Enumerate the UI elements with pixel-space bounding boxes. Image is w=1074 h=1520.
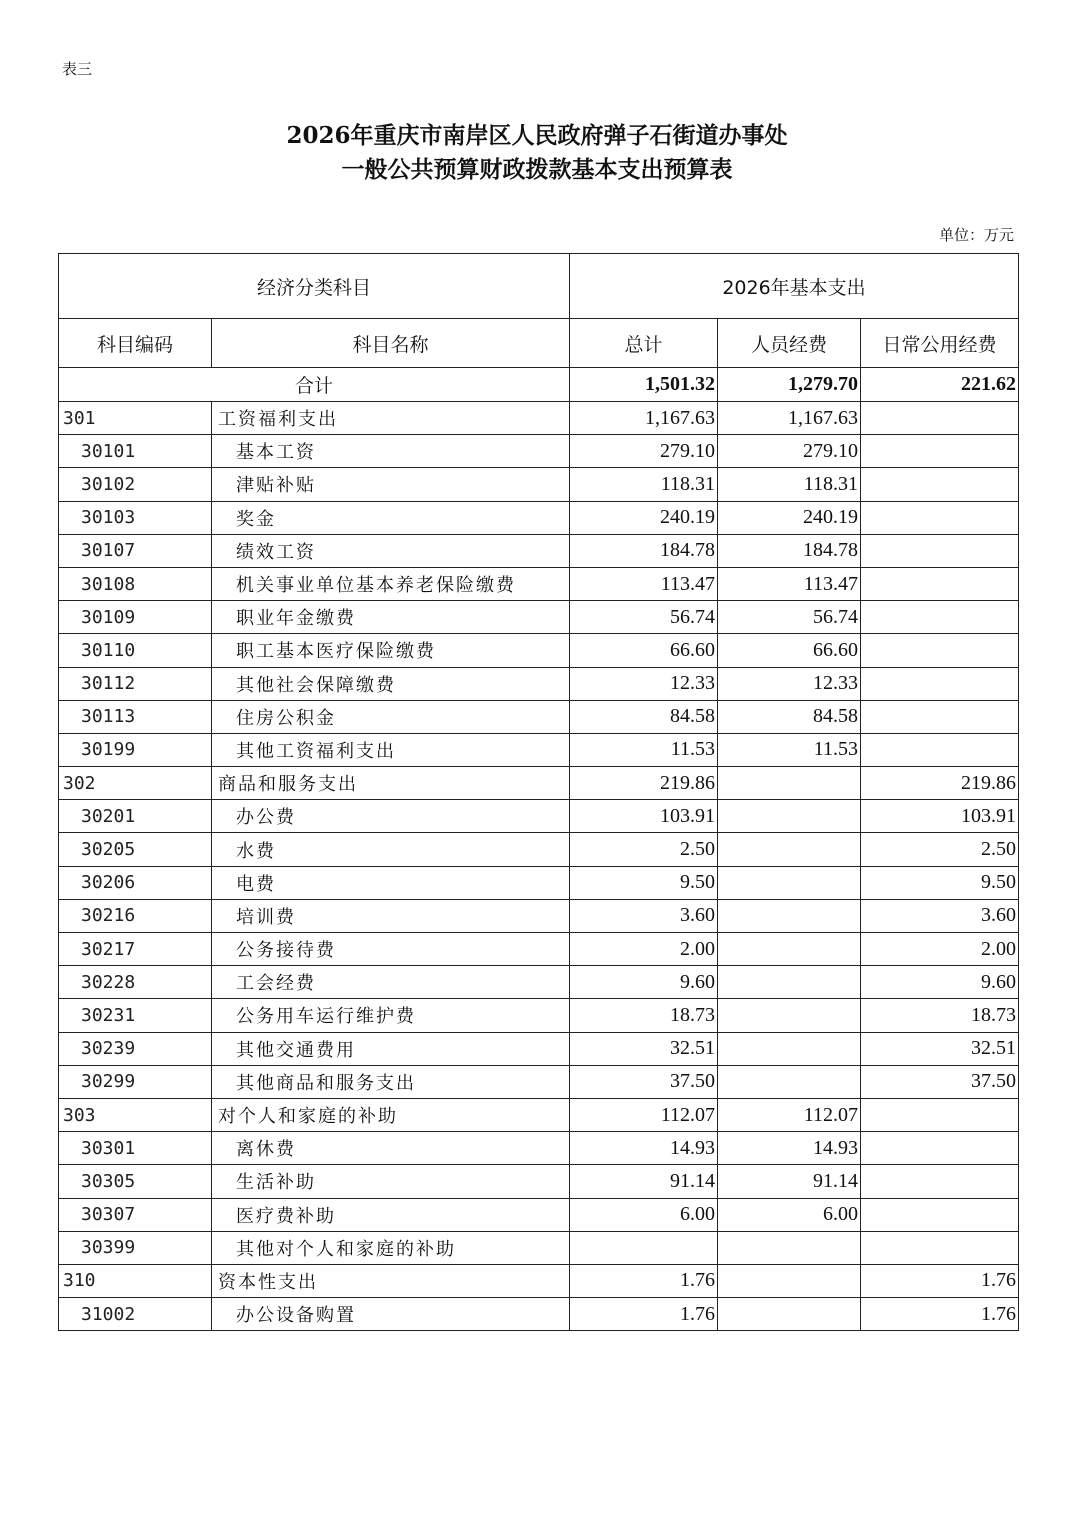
row-personnel: 279.10: [718, 435, 861, 468]
header-public: 日常公用经费: [861, 319, 1019, 368]
budget-table: [58, 253, 1019, 1331]
table-row: [59, 700, 1019, 733]
table-row: [59, 800, 1019, 833]
row-total: 37.50: [570, 1065, 718, 1098]
row-personnel: [718, 1231, 861, 1264]
row-public: [861, 1165, 1019, 1198]
total-row: [59, 368, 1019, 402]
row-code: 30110: [59, 634, 212, 667]
table-number-label: 表三: [62, 60, 93, 78]
row-name: 其他工资福利支出: [212, 733, 570, 766]
row-personnel: 112.07: [718, 1098, 861, 1131]
row-public: [861, 634, 1019, 667]
row-code: 30301: [59, 1132, 212, 1165]
total-public: 221.62: [861, 368, 1019, 402]
row-personnel: [718, 866, 861, 899]
row-name: 工资福利支出: [212, 402, 570, 435]
row-public: 2.50: [861, 833, 1019, 866]
row-personnel: [718, 1032, 861, 1065]
row-name: 奖金: [212, 501, 570, 534]
row-code: 302: [59, 767, 212, 800]
row-total: 12.33: [570, 667, 718, 700]
row-total: 2.50: [570, 833, 718, 866]
row-name: 公务用车运行维护费: [212, 999, 570, 1032]
row-personnel: [718, 767, 861, 800]
row-public: 18.73: [861, 999, 1019, 1032]
row-personnel: 1,167.63: [718, 402, 861, 435]
table-row: [59, 767, 1019, 800]
row-total: 14.93: [570, 1132, 718, 1165]
row-personnel: 240.19: [718, 501, 861, 534]
row-name: 其他社会保障缴费: [212, 667, 570, 700]
row-public: [861, 1132, 1019, 1165]
table-row: [59, 534, 1019, 567]
row-public: [861, 402, 1019, 435]
row-total: 11.53: [570, 733, 718, 766]
row-public: [861, 435, 1019, 468]
row-public: 32.51: [861, 1032, 1019, 1065]
table-row: [59, 634, 1019, 667]
table-row: [59, 1098, 1019, 1131]
row-code: 30231: [59, 999, 212, 1032]
row-total: 279.10: [570, 435, 718, 468]
row-code: 30228: [59, 966, 212, 999]
row-total: 219.86: [570, 767, 718, 800]
row-personnel: 66.60: [718, 634, 861, 667]
row-code: 30239: [59, 1032, 212, 1065]
header-personnel: 人员经费: [718, 319, 861, 368]
row-public: 9.50: [861, 866, 1019, 899]
row-public: [861, 468, 1019, 501]
row-name: 公务接待费: [212, 933, 570, 966]
table-row: [59, 1032, 1019, 1065]
row-personnel: 118.31: [718, 468, 861, 501]
table-row: [59, 999, 1019, 1032]
row-total: 32.51: [570, 1032, 718, 1065]
row-name: 机关事业单位基本养老保险缴费: [212, 567, 570, 600]
row-code: 30216: [59, 899, 212, 932]
row-personnel: [718, 933, 861, 966]
row-code: 30102: [59, 468, 212, 501]
table-row: [59, 866, 1019, 899]
row-name: 办公设备购置: [212, 1298, 570, 1331]
row-personnel: 56.74: [718, 601, 861, 634]
row-name: 绩效工资: [212, 534, 570, 567]
table-row: [59, 1231, 1019, 1264]
row-total: 184.78: [570, 534, 718, 567]
table-row: [59, 601, 1019, 634]
header-group-row: [59, 254, 1019, 319]
row-public: [861, 601, 1019, 634]
row-name: 其他对个人和家庭的补助: [212, 1231, 570, 1264]
row-personnel: [718, 1264, 861, 1297]
table-row: [59, 435, 1019, 468]
row-name: 津贴补贴: [212, 468, 570, 501]
header-name: 科目名称: [212, 319, 570, 368]
row-total: 91.14: [570, 1165, 718, 1198]
table-row: [59, 966, 1019, 999]
table-row: [59, 933, 1019, 966]
row-name: 电费: [212, 866, 570, 899]
row-name: 职工基本医疗保险缴费: [212, 634, 570, 667]
row-public: 2.00: [861, 933, 1019, 966]
row-total: 2.00: [570, 933, 718, 966]
row-total: 118.31: [570, 468, 718, 501]
table-row: [59, 833, 1019, 866]
row-personnel: 184.78: [718, 534, 861, 567]
row-code: 30299: [59, 1065, 212, 1098]
row-code: 30399: [59, 1231, 212, 1264]
row-code: 30217: [59, 933, 212, 966]
row-name: 工会经费: [212, 966, 570, 999]
row-personnel: 113.47: [718, 567, 861, 600]
row-public: [861, 1098, 1019, 1131]
row-name: 医疗费补助: [212, 1198, 570, 1231]
total-personnel: 1,279.70: [718, 368, 861, 402]
row-name: 水费: [212, 833, 570, 866]
row-public: 9.60: [861, 966, 1019, 999]
row-personnel: [718, 999, 861, 1032]
table-row: [59, 1298, 1019, 1331]
row-personnel: [718, 966, 861, 999]
row-total: 56.74: [570, 601, 718, 634]
row-total: 9.60: [570, 966, 718, 999]
row-personnel: 91.14: [718, 1165, 861, 1198]
page-title: 2026年重庆市南岸区人民政府弹子石街道办事处: [286, 122, 788, 149]
table-row: [59, 1165, 1019, 1198]
row-public: [861, 1231, 1019, 1264]
row-public: 3.60: [861, 899, 1019, 932]
row-code: 30109: [59, 601, 212, 634]
row-personnel: 84.58: [718, 700, 861, 733]
row-name: 资本性支出: [212, 1264, 570, 1297]
table-row: [59, 501, 1019, 534]
row-total: [570, 1231, 718, 1264]
table-row: [59, 1198, 1019, 1231]
row-name: 商品和服务支出: [212, 767, 570, 800]
row-code: 30101: [59, 435, 212, 468]
total-label: 合计: [59, 368, 570, 402]
row-name: 其他商品和服务支出: [212, 1065, 570, 1098]
table-row: [59, 1065, 1019, 1098]
table-row: [59, 667, 1019, 700]
row-name: 职业年金缴费: [212, 601, 570, 634]
row-personnel: [718, 899, 861, 932]
row-personnel: [718, 1065, 861, 1098]
row-code: 30113: [59, 700, 212, 733]
row-code: 30206: [59, 866, 212, 899]
row-code: 30112: [59, 667, 212, 700]
row-personnel: [718, 833, 861, 866]
header-basic-expenditure: 2026年基本支出: [570, 254, 1019, 319]
row-total: 103.91: [570, 800, 718, 833]
row-name: 住房公积金: [212, 700, 570, 733]
row-public: [861, 667, 1019, 700]
row-public: 1.76: [861, 1264, 1019, 1297]
row-name: 离休费: [212, 1132, 570, 1165]
page-subtitle: 一般公共预算财政拨款基本支出预算表: [341, 156, 733, 183]
row-code: 303: [59, 1098, 212, 1131]
total-total: 1,501.32: [570, 368, 718, 402]
row-total: 112.07: [570, 1098, 718, 1131]
row-public: [861, 1198, 1019, 1231]
row-total: 9.50: [570, 866, 718, 899]
row-public: 103.91: [861, 800, 1019, 833]
row-personnel: [718, 1298, 861, 1331]
row-code: 30307: [59, 1198, 212, 1231]
header-economic-category: 经济分类科目: [59, 254, 570, 319]
row-name: 办公费: [212, 800, 570, 833]
row-name: 生活补助: [212, 1165, 570, 1198]
row-total: 1.76: [570, 1298, 718, 1331]
row-public: [861, 567, 1019, 600]
row-personnel: [718, 800, 861, 833]
table-row: [59, 402, 1019, 435]
row-name: 基本工资: [212, 435, 570, 468]
row-public: [861, 534, 1019, 567]
header-column-row: [59, 319, 1019, 368]
row-code: 30199: [59, 733, 212, 766]
unit-label: 单位：万元: [938, 226, 1014, 244]
row-name: 其他交通费用: [212, 1032, 570, 1065]
table-row: [59, 468, 1019, 501]
row-total: 84.58: [570, 700, 718, 733]
row-code: 30103: [59, 501, 212, 534]
row-code: 30205: [59, 833, 212, 866]
row-public: 1.76: [861, 1298, 1019, 1331]
row-public: 37.50: [861, 1065, 1019, 1098]
row-public: [861, 501, 1019, 534]
table-row: [59, 1264, 1019, 1297]
row-personnel: 14.93: [718, 1132, 861, 1165]
row-personnel: 11.53: [718, 733, 861, 766]
table-row: [59, 899, 1019, 932]
row-total: 1.76: [570, 1264, 718, 1297]
row-personnel: 6.00: [718, 1198, 861, 1231]
row-name: 培训费: [212, 899, 570, 932]
row-total: 18.73: [570, 999, 718, 1032]
row-public: [861, 700, 1019, 733]
row-code: 301: [59, 402, 212, 435]
row-code: 30108: [59, 567, 212, 600]
row-code: 30107: [59, 534, 212, 567]
row-total: 113.47: [570, 567, 718, 600]
header-code: 科目编码: [59, 319, 212, 368]
table-row: [59, 733, 1019, 766]
row-total: 6.00: [570, 1198, 718, 1231]
row-total: 1,167.63: [570, 402, 718, 435]
row-public: 219.86: [861, 767, 1019, 800]
table-row: [59, 567, 1019, 600]
row-total: 3.60: [570, 899, 718, 932]
row-personnel: 12.33: [718, 667, 861, 700]
row-public: [861, 733, 1019, 766]
row-code: 30201: [59, 800, 212, 833]
row-code: 31002: [59, 1298, 212, 1331]
table-row: [59, 1132, 1019, 1165]
row-code: 310: [59, 1264, 212, 1297]
header-total: 总计: [570, 319, 718, 368]
row-code: 30305: [59, 1165, 212, 1198]
row-total: 240.19: [570, 501, 718, 534]
row-total: 66.60: [570, 634, 718, 667]
row-name: 对个人和家庭的补助: [212, 1098, 570, 1131]
